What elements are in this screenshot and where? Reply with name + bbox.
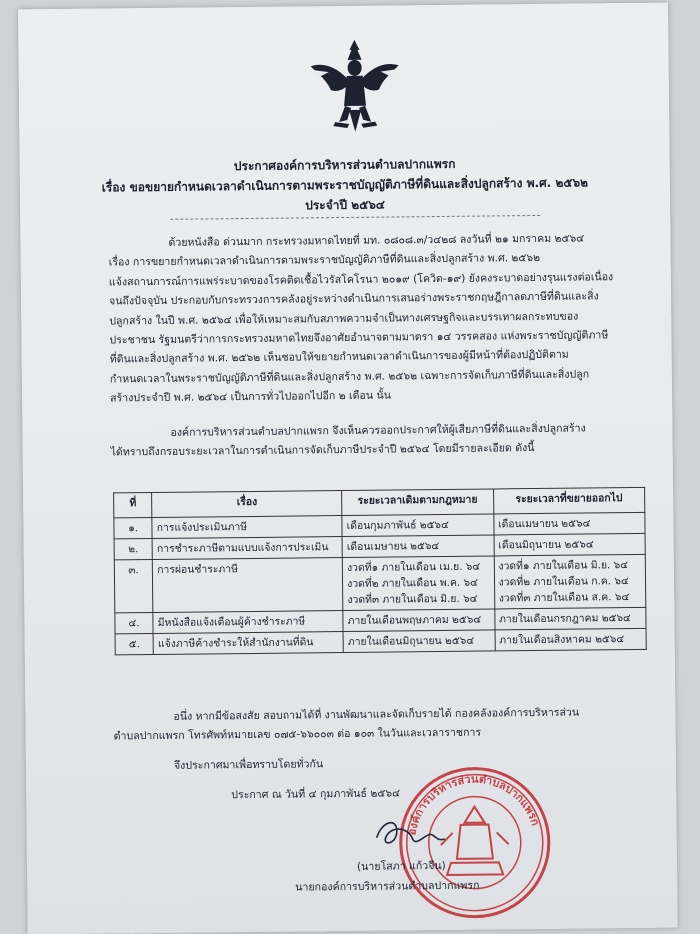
signature (368, 805, 449, 856)
paragraph-line: แจ้งสถานการณ์การแพร่ระบาดของโรคติดเชื้อไวรัสโคโรนา ๒๐๑๙ (โควิด-๑๙) ยังคงระบาดอย่างรุนแรงต่อเนื่อง (108, 270, 614, 289)
table-row (114, 554, 646, 613)
schedule-table (113, 487, 647, 656)
row-extended-period (494, 554, 646, 609)
contact-line: ตำบลปากแพรก โทรศัพท์หมายเลข ๐๗๕-๖๖๐๐๓ ต่อ ๑๐๓ ในวันและเวลาราชการ (113, 726, 482, 743)
paragraph-line: ปลูกสร้าง ในปี พ.ศ. ๒๕๖๔ เพื่อให้เหมาะสมกับสภาพความจำเป็นทางเศรษฐกิจและบรรเทาผลกระทบของ (109, 310, 579, 328)
table-row (115, 628, 646, 655)
period-text: เดือนเมษายน ๒๕๖๔ (497, 517, 591, 531)
garuda-emblem-icon (308, 35, 401, 136)
row-original-period (342, 514, 494, 537)
column-header: ระยะเวลาที่ขยายออกไป (493, 487, 645, 514)
announce-line: จึงประกาศมาเพื่อทราบโดยทั่วกัน (173, 758, 324, 772)
period-text: ภายในเดือนมิถุนายน ๒๕๖๔ (347, 634, 475, 648)
period-text: เดือนมิถุนายน ๒๕๖๔ (498, 538, 594, 552)
period-text: งวดที่๑ ภายในเดือน มิ.ย. ๖๔ (498, 559, 629, 573)
paragraph-line: เรื่อง การขยายกำหนดเวลาดำเนินการตามพระราชบัญญัติภาษีที่ดินและสิ่งปลูกสร้าง พ.ศ. ๒๕๖๒ (108, 252, 541, 269)
announcement-subject: เรื่อง ขอขยายกำหนดเวลาดำเนินการตามพระราชบัญญัติภาษีที่ดินและสิ่งปลูกสร้าง พ.ศ. ๒๕๖๒ (101, 175, 589, 195)
row-extended-period (493, 512, 645, 535)
row-number: ๑. (114, 518, 153, 539)
row-number: ๓. (114, 560, 153, 613)
body-paragraph-1 (108, 229, 640, 409)
paragraph-line: ที่ดินและสิ่งปลูกสร้าง พ.ศ. ๒๕๖๒ เห็นชอบให้ขยายกำหนดเวลาดำเนินการของผู้มีหน้าที่ต้องปฏิบัติตาม (109, 349, 569, 366)
row-subject: การแจ้งประเมินภาษี (152, 516, 342, 539)
body-paragraph-2 (110, 419, 640, 463)
period-text: ภายในเดือนกรกฎาคม ๒๕๖๔ (498, 612, 631, 626)
paragraph-line: สร้างประจำปี พ.ศ. ๒๕๖๔ เป็นการทั่วไปออกไปอีก ๒ เดือน นั้น (110, 389, 391, 405)
header-divider (170, 215, 540, 220)
column-header: ที่ (114, 493, 153, 518)
paragraph-line: ได้ทราบถึงกรอบระยะเวลาในการดำเนินการจัดเก็บภาษีประจำปี ๒๕๖๔ โดยมีรายละเอียด ดังนี้ (110, 442, 535, 459)
row-subject: แจ้งภาษีค้างชำระให้สำนักงานที่ดิน (153, 632, 343, 655)
period-text: งวดที่๒ ภายในเดือน พ.ค. ๖๔ (347, 576, 479, 590)
row-original-period (343, 630, 495, 653)
row-number: ๕. (115, 634, 154, 655)
row-number: ๔. (115, 613, 154, 634)
row-number: ๒. (114, 539, 153, 560)
announce-date: ประกาศ ณ วันที่ ๔ กุมภาพันธ์ ๒๕๖๔ (231, 787, 401, 802)
period-text: เดือนเมษายน ๒๕๖๔ (346, 540, 440, 553)
row-extended-period (494, 533, 646, 556)
period-text: ภายในเดือนสิงหาคม ๒๕๖๔ (499, 633, 625, 647)
row-extended-period (495, 628, 647, 651)
period-text: งวดที่๓ ภายในเดือน มิ.ย. ๖๔ (347, 592, 478, 606)
period-text: ภายในเดือนพฤษภาคม ๒๕๖๔ (347, 613, 482, 627)
announcement-year: ประจำปี ๒๕๖๔ (305, 197, 386, 213)
contact-line: อนึ่ง หากมีข้อสงสัย สอบถามได้ที่ งานพัฒนาและจัดเก็บรายได้ กองคลังองค์การบริหารส่วน (173, 706, 580, 723)
row-original-period (343, 609, 495, 632)
row-subject: การชำระภาษีตามแบบแจ้งการประเมิน (152, 537, 342, 560)
row-subject: มีหนังสือแจ้งเตือนผู้ค้างชำระภาษี (153, 611, 343, 634)
column-header: เรื่อง (152, 491, 342, 518)
row-subject: การผ่อนชำระภาษี (153, 558, 343, 613)
row-extended-period (494, 607, 646, 630)
row-original-period (342, 535, 494, 558)
period-text: งวดที่๑ ภายในเดือน เม.ย. ๖๔ (347, 560, 481, 574)
paragraph-line: ประชาชน รัฐมนตรีว่าการกระทรวงมหาดไทยจึงอาศัยอำนาจตามมาตรา ๑๔ วรรคสอง แห่งพระราชบัญญัติภาษี (109, 329, 609, 347)
signer-name: (นายโสภา แก้วจีน) (356, 859, 446, 873)
paragraph-line: กำหนดเวลาในพระราชบัญญัติภาษีที่ดินและสิ่งปลูกสร้าง พ.ศ. ๒๕๖๒ เฉพาะการจัดเก็บภาษีที่ดินและสิ่งปลูก (109, 368, 590, 386)
period-text: เดือนกุมภาพันธ์ ๒๕๖๔ (346, 518, 449, 532)
announcement-title: ประกาศองค์การบริหารส่วนตำบลปากแพรก (233, 156, 456, 174)
period-text: งวดที่๒ ภายในเดือน ก.ค. ๖๔ (498, 575, 629, 589)
row-original-period (342, 556, 494, 611)
paragraph-line: จนถึงปัจจุบัน ประกอบกับกระทรวงการคลังอยู่ระหว่างดำเนินการเสนอร่างพระราชกฤษฎีกาลดภาษีที่ดินและสิ่ง (109, 290, 599, 308)
paragraph-line: องค์การบริหารส่วนตำบลปากแพรก จึงเห็นควรออกประกาศให้ผู้เสียภาษีที่ดินและสิ่งปลูกสร้าง (170, 422, 586, 439)
column-header: ระยะเวลาเดิมตามกฎหมาย (342, 489, 494, 516)
period-text: งวดที่๓ ภายในเดือน ส.ค. ๖๔ (498, 591, 630, 605)
signer-title: นายกองค์การบริหารส่วนตำบลปากแพรก (295, 879, 480, 894)
seal-text: องค์การบริหารส่วนตำบลปากแพรก (405, 772, 543, 837)
announcement-page (18, 3, 678, 934)
paragraph-line: ด้วยหนังสือ ด่วนมาก กระทรวงมหาดไทยที่ มท. ๐๘๐๘.๓/ว๔๒๘ ลงวันที่ ๒๑ มกราคม ๒๕๖๔ (168, 232, 585, 249)
